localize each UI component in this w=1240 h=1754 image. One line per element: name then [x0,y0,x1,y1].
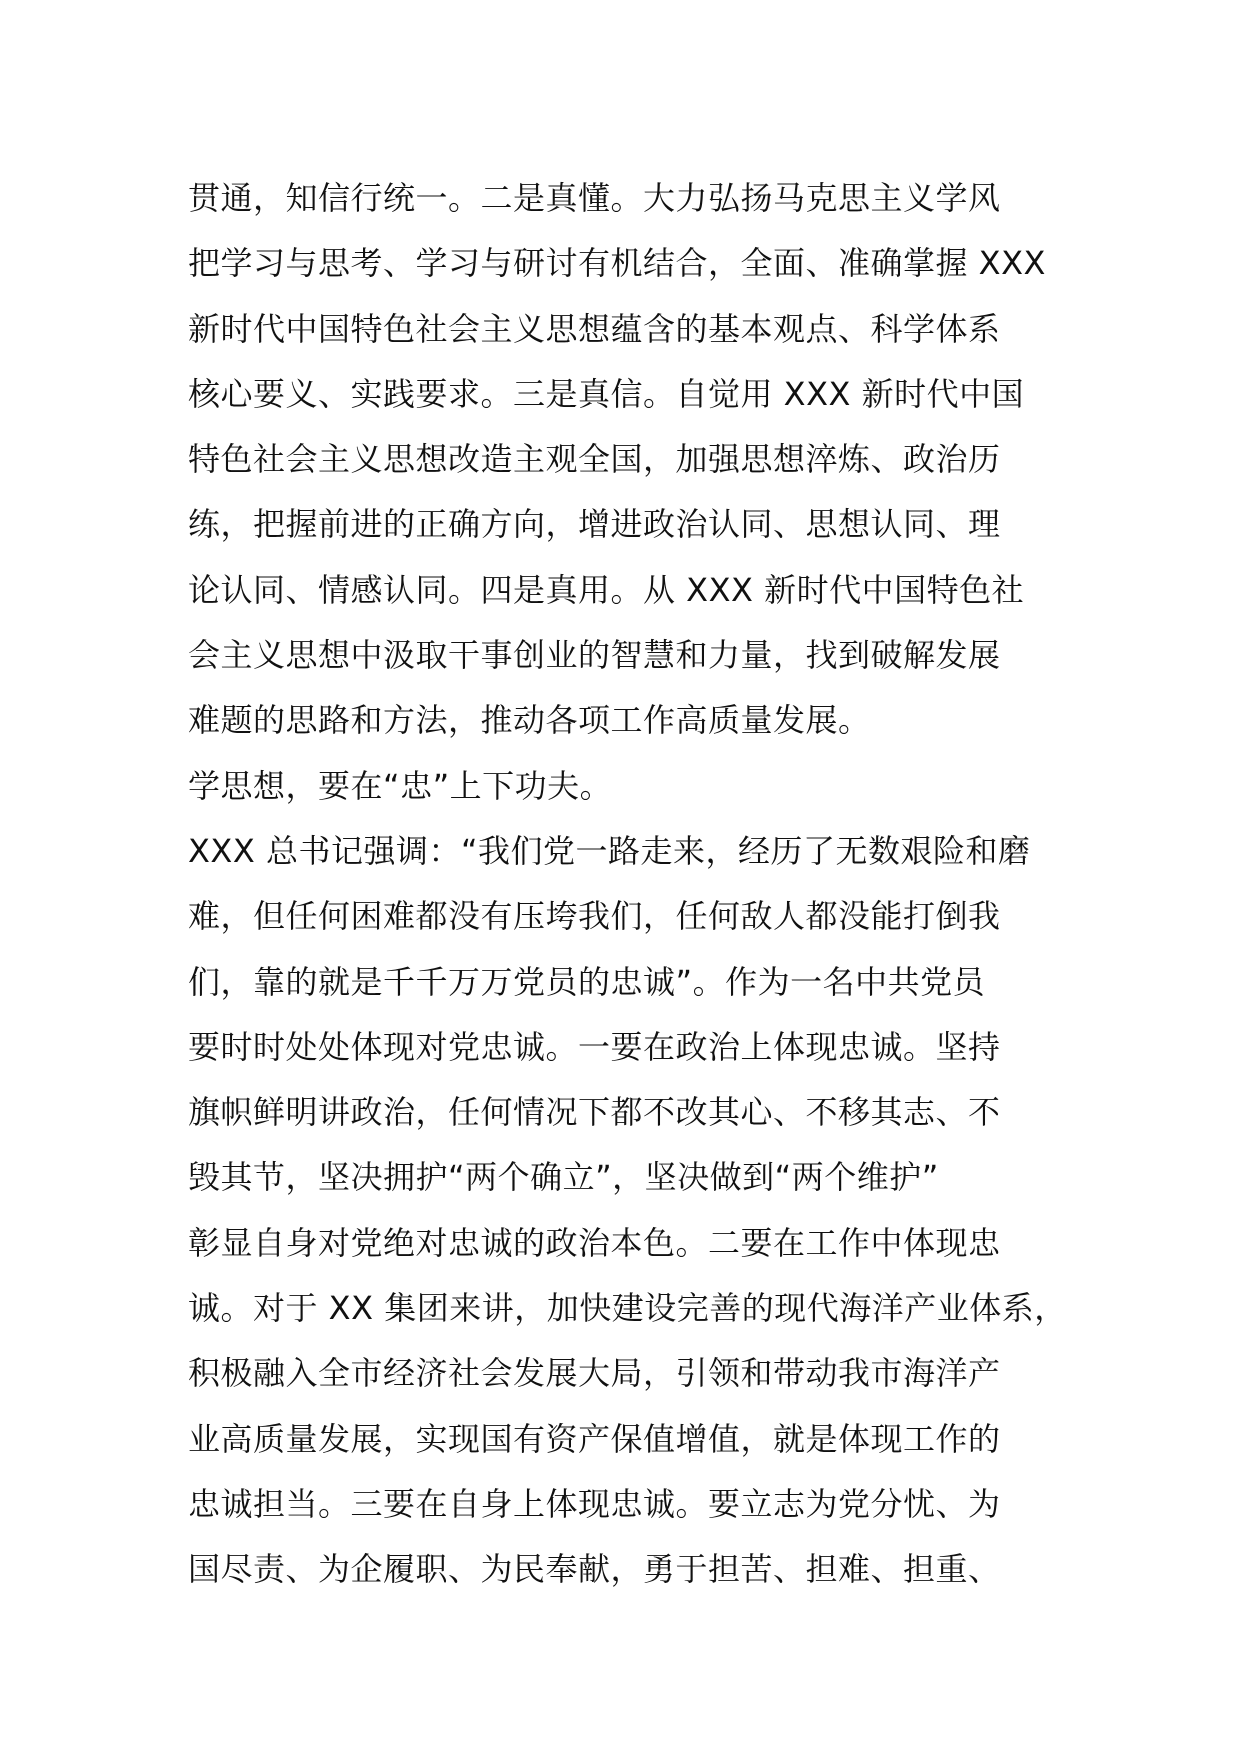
text-line: 论认同、情感认同。四是真用。从 XXX 新时代中国特色社 [188,570,1025,609]
text-line: 国尽责、为企履职、为民奉献，勇于担苦、担难、担重、 [188,1550,1001,1589]
text-line: 旗帜鲜明讲政治，任何情况下都不改其心、不移其志、不 [188,1093,1001,1132]
text-line: 要时时处处体现对党忠诚。一要在政治上体现忠诚。坚持 [188,1027,1001,1066]
text-line: 贯通，知信行统一。二是真懂。大力弘扬马克思主义学风 [188,179,1001,217]
text-line: 特色社会主义思想改造主观全国，加强思想淬炼、政治历 [188,440,1001,479]
text-line: 把学习与思考、学习与研讨有机结合，全面、准确掌握 XXX [188,244,1046,283]
text-line: 毁其节，坚决拥护“两个确立”，坚决做到“两个维护” [188,1158,939,1197]
text-line: XXX 总书记强调：“我们党一路走来，经历了无数艰险和磨 [188,831,1031,870]
text-line: 难，但任何困难都没有压垮我们，任何敌人都没能打倒我 [188,897,1001,936]
text-line: 练，把握前进的正确方向，增进政治认同、思想认同、理 [188,505,1001,544]
section-heading: 学思想，要在“忠”上下功夫。 [188,766,613,805]
body-text [188,166,1088,1603]
text-line: 会主义思想中汲取干事创业的智慧和力量，找到破解发展 [188,636,1001,675]
text-line: 难题的思路和方法，推动各项工作高质量发展。 [188,701,871,740]
text-line: 彰显自身对党绝对忠诚的政治本色。二要在工作中体现忠 [188,1223,1001,1262]
text-line: 们，靠的就是千千万万党员的忠诚”。作为一名中共党员 [188,962,986,1001]
text-line: 核心要义、实践要求。三是真信。自觉用 XXX 新时代中国 [188,374,1025,413]
text-line: 诚。对于 XX 集团来讲，加快建设完善的现代海洋产业体系， [188,1289,1067,1328]
text-line: 新时代中国特色社会主义思想蕴含的基本观点、科学体系 [188,309,1001,348]
text-line: 业高质量发展，实现国有资产保值增值，就是体现工作的 [188,1419,1001,1458]
text-line: 积极融入全市经济社会发展大局，引领和带动我市海洋产 [188,1354,1001,1393]
text-line: 忠诚担当。三要在自身上体现忠诚。要立志为党分忧、为 [188,1484,1001,1523]
